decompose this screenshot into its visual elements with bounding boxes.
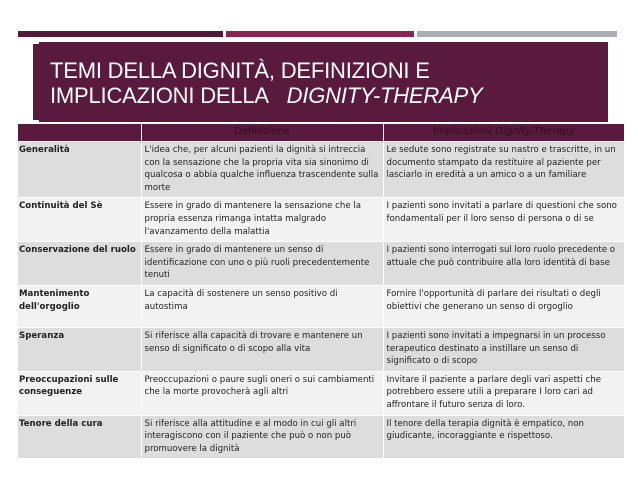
accent-bar-magenta xyxy=(226,31,414,37)
row-tema: Conservazione del ruolo xyxy=(19,245,136,256)
header-implicazioni xyxy=(383,124,624,142)
table-row xyxy=(18,327,624,371)
dignity-themes-table xyxy=(18,124,624,458)
accent-bar-gray xyxy=(417,31,617,37)
row-implicazioni: Invitare il paziente a parlare degli vari aspetti che potrebbero essere utili a preparare I loro cari ad affrontare il futuro senza di loro. xyxy=(383,371,624,415)
title-bracket-decoration xyxy=(31,42,39,122)
row-implicazioni: Il tenore della terapia dignità è empatico, non giudicante, incoraggiante e rispettoso. xyxy=(383,415,624,458)
row-implicazioni: I pazienti sono invitati a parlare di questioni che sono fondamentali per il loro senso di persona o di se xyxy=(383,198,624,242)
row-definizione: Preoccupazioni o paure sugli oneri o sui cambiamenti che la morte provocherà agli altri xyxy=(141,371,383,415)
row-definizione: L'idea che, per alcuni pazienti la dignità si intreccia con la sensazione che la propria vita sia sinonimo di qualcosa o abbia qualche influenza trascendente sulla morte xyxy=(141,142,383,198)
row-definizione: Essere in grado di mantenere un senso di identificazione con uno o più ruoli precedentemente tenuti xyxy=(141,242,383,286)
row-tema: Generalità xyxy=(19,145,70,155)
table-row xyxy=(18,371,624,415)
header-definizione: Definizione xyxy=(141,124,383,142)
row-tema: Continuità del Sè xyxy=(19,201,103,212)
slide-title xyxy=(50,58,482,108)
row-implicazioni: I pazienti sono invitati a impegnarsi in un processo terapeutico destinato a instillare un senso di significato o di scopo xyxy=(383,327,624,371)
row-definizione: Essere in grado di mantenere la sensazione che la propria essenza rimanga intatta malgrado l'avanzamento della malattia xyxy=(141,198,383,242)
slide-title-line2-italic: DIGNITY-THERAPY xyxy=(286,83,483,108)
header-implicazioni-prefix: Implicazioni xyxy=(432,126,493,138)
row-tema: Preoccupazioni sulle conseguenze xyxy=(19,374,119,398)
header-tema xyxy=(18,124,141,142)
row-implicazioni: I pazienti sono interrogati sul loro ruolo precedente o attuale che può contribuire alla loro identità di base xyxy=(383,242,624,286)
row-definizione: Si riferisce alla attitudine e al modo in cui gli altri interagiscono con il paziente che può o non può promuovere la dignità xyxy=(141,415,383,458)
table-row xyxy=(18,285,624,327)
header-implicazioni-italic: Dignity-Therapy xyxy=(495,126,575,138)
row-tema: Mantenimento dell'orgoglio xyxy=(19,288,90,312)
slide-title-line1: TEMI DELLA DIGNITÀ, DEFINIZIONI E xyxy=(50,58,430,83)
row-tema: Speranza xyxy=(19,330,65,341)
table-row xyxy=(18,142,624,198)
slide-title-line2-prefix: IMPLICAZIONI DELLA xyxy=(50,83,269,108)
row-implicazioni: Le sedute sono registrate su nastro e trascritte, in un documento stampato da restituire al paziente per lasciarlo in eredità a un amico o a un familiare xyxy=(383,142,624,198)
row-implicazioni: Fornire l'opportunità di parlare dei risultati o degli obiettivi che generano un senso di orgoglio xyxy=(383,285,624,327)
row-definizione: La capacità di sostenere un senso positivo di autostima xyxy=(141,285,383,327)
accent-bar-dark xyxy=(18,31,223,37)
row-tema: Tenore della cura xyxy=(19,418,103,429)
row-definizione: Si riferisce alla capacità di trovare e mantenere un senso di significato o di scopo alla vita xyxy=(141,327,383,371)
table-row xyxy=(18,198,624,242)
table-row xyxy=(18,415,624,458)
table-header-row xyxy=(18,124,624,142)
table-row xyxy=(18,242,624,286)
slide-title-line2 xyxy=(50,83,482,108)
